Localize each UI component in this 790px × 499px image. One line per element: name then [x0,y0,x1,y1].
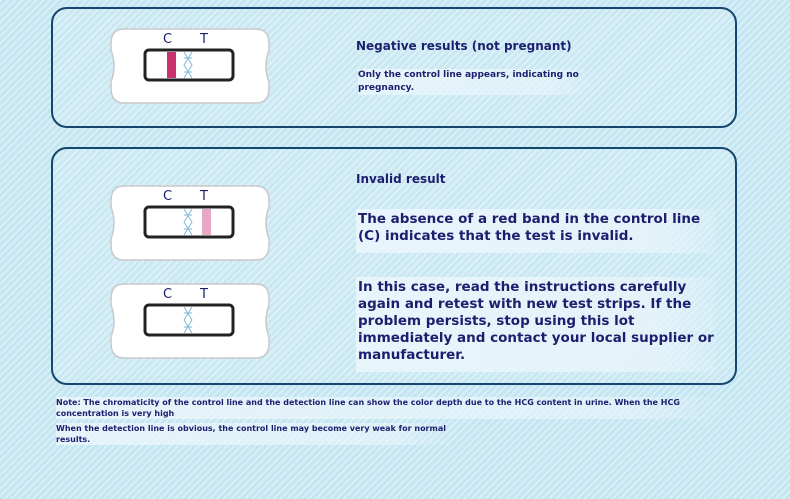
invalid-result-paragraph-2: In this case, read the instructions carefully again and retest with new test strips. If the problem persists, stop using this lot immediately and contact your local supplier or manufacturer. [356,277,716,372]
invalid-test-cassette-1 [110,185,270,261]
test-line-label: T [200,189,208,204]
control-line-label: C [163,32,173,47]
note-line-1: Note: The chromaticity of the control line and the detection line can show the color depth due to the HCG content in urine. When the HCG concentration is very high [56,397,726,419]
test-line-label: T [200,287,208,302]
negative-result-description: Only the control line appears, indicating no pregnancy. [358,69,598,95]
test-band-light [202,209,211,235]
negative-result-title: Negative results (not pregnant) [356,39,572,53]
invalid-result-title: Invalid result [356,172,446,186]
test-line-label: T [200,32,208,47]
invalid-test-cassette-2 [110,283,270,359]
negative-test-cassette [110,28,270,104]
note-line-2: When the detection line is obvious, the control line may become very weak for normal results. [56,423,456,445]
control-line-label: C [163,287,173,302]
control-line-label: C [163,189,173,204]
invalid-result-paragraph-1: The absence of a red band in the control line (C) indicates that the test is invalid. [356,209,716,253]
control-band-strong [167,52,176,78]
